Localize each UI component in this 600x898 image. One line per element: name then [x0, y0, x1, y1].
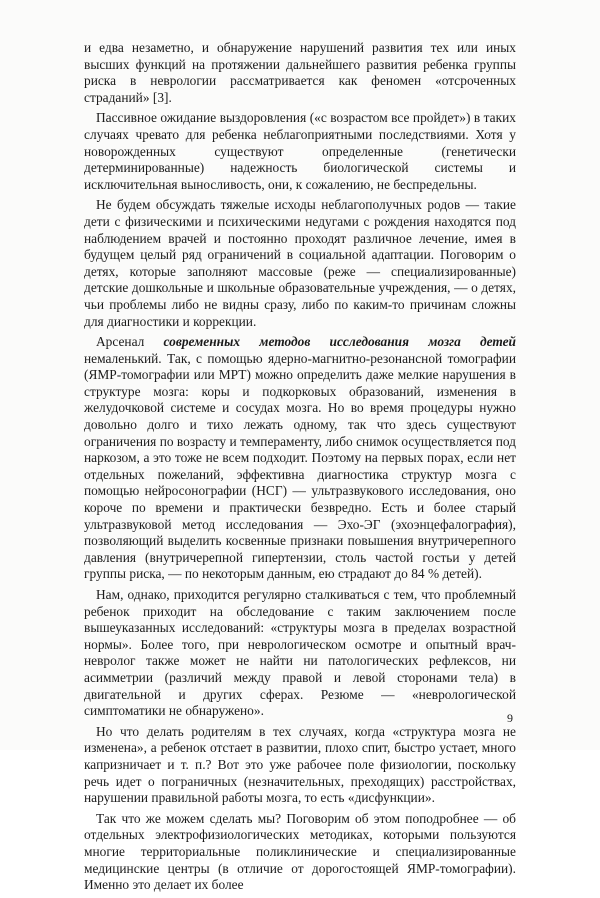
page-number: 9	[507, 711, 513, 725]
paragraph-2: Пассивное ожидание выздоровления («с возрастом все пройдет») в таких случаях чревато для ребенка неблагоприятными последствиями. Хотя у новорожденных существуют определенные (генетически детерминированные) надежность биологической системы и исключительная выносливость, они, к сожалению, не беспредельны.	[84, 110, 516, 192]
paragraph-7: Так что же можем сделать мы? Поговорим об этом поподробнее — об отдельных электрофизиологических методиках, которыми пользуются многие территориальные поликлинические и специализированные медицинские центры (в отличие от дорогостоящей ЯМР-томографии). Именно это делает их более	[84, 810, 516, 893]
paragraph-6: Но что делать родителям в тех случаях, когда «структура мозга не изменена», а ребенок отстает в развитии, плохо спит, быстро устает, много капризничает и т. п.? Вот это уже рабочее поле физиологии, поскольку речь идет о пограничных (незначительных, преходящих) расстройствах, нарушении правильной работы мозга, то есть «дисфункции».	[84, 723, 516, 806]
paragraph-1: и едва незаметно, и обнаружение нарушений развития тех или иных высших функций на протяжении дальнейшего развития ребенка группы риска в неврологии рассматривается как феномен «отсроченных страданий» [3].	[84, 40, 516, 105]
paragraph-5: Нам, однако, приходится регулярно сталкиваться с тем, что проблемный ребенок приходит на обследование с таким заключением после вышеуказанных исследований: «структуры мозга в пределах возрастной нормы». Более того, при неврологическом осмотре и опытный врач-невролог также может не найти ни патологических рефлексов, ни асимметрии (различий между правой и левой сторонами тела) в двигательной и других сферах. Резюме — «неврологической симптоматики не обнаружено».	[84, 587, 516, 719]
paragraph-4	[84, 334, 516, 583]
body-text	[84, 40, 516, 898]
paragraph-3: Не будем обсуждать тяжелые исходы неблагополучных родов — такие дети с физическими и психическими недугами с рождения находятся под наблюдением врачей и постоянно проходят различное лечение, имея в будущем целый ряд ограничений в социальной адаптации. Поговорим о детях, которые заполняют массовые (реже — специализированные) детские дошкольные и школьные образовательные учреждения, — о детях, чьи проблемы либо не видны сразу, либо по каким-то причинам сложны для диагностики и коррекции.	[84, 197, 516, 329]
paragraph-4-intro: Арсенал	[96, 334, 164, 350]
paragraph-4-rest: немаленький. Так, с помощью ядерно-магнитно-резонансной томографии (ЯМР-томографии или МРТ) можно определить даже мелкие нарушения в структуре мозга: коры и подкорковых образований, изменения в желудочковой системе и сосудах мозга. Но во время процедуры нужно довольно долго и тихо лежать одному, так что здесь существуют ограничения по возрасту и темпераменту, либо снимок осуществляется под наркозом, а это тоже не всем подходит. Поэтому на первых порах, если нет отдельных пожеланий, эффективна диагностика структур мозга с помощью нейросонографии (НСГ) — ультразвукового исследования, оно короче по времени и практически безвредно. Есть и более старый ультразвуковой метод исследования — Эхо-ЭГ (эхоэнцефалография), позволяющий выделить косвенные признаки повышения внутричерепного давления (внутричерепной гипертензии, столь частой гостьи у детей группы риска, — по некоторым данным, ею страдают до 84 % детей).	[84, 350, 516, 582]
emphasized-phrase: современных методов исследования мозга детей	[163, 334, 516, 350]
